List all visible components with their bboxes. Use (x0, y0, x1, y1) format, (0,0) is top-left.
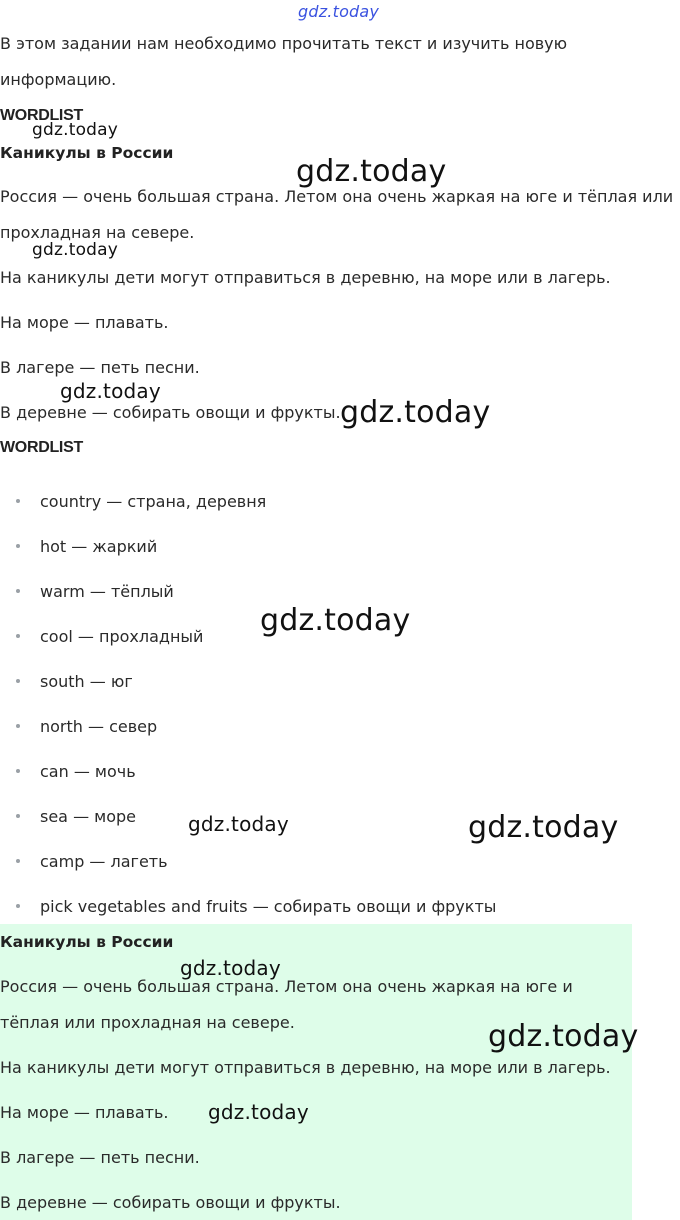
text-paragraph-5: В деревне — собирать овощи и фрукты. (0, 403, 341, 422)
bullet-icon (16, 904, 20, 908)
text-paragraph-1-line-1: Россия — очень большая страна. Летом она очень жаркая на юге и тёплая или (0, 187, 674, 206)
text-paragraph-2: На каникулы дети могут отправиться в деревню, на море или в лагерь. (0, 268, 611, 287)
wordlist-item: south — юг (16, 672, 133, 692)
wordlist-item: country — страна, деревня (16, 492, 266, 512)
bullet-icon (16, 769, 20, 773)
translation-title: Каникулы в России (0, 933, 174, 951)
wordlist-item: north — север (16, 717, 157, 737)
wordlist-item: can — мочь (16, 762, 136, 782)
text-paragraph-3: На море — плавать. (0, 313, 169, 332)
watermark: gdz.today (188, 812, 289, 836)
bullet-icon (16, 859, 20, 863)
watermark: gdz.today (208, 1100, 309, 1124)
bullet-icon (16, 499, 20, 503)
bullet-icon (16, 544, 20, 548)
text-title: Каникулы в России (0, 144, 174, 162)
bullet-icon (16, 724, 20, 728)
watermark: gdz.today (32, 240, 119, 260)
intro-line-1: В этом задании нам необходимо прочитать текст и изучить новую (0, 34, 568, 53)
watermark: gdz.today (60, 379, 161, 403)
intro-line-2: информацию. (0, 70, 117, 89)
translation-paragraph-5: В деревне — собирать овощи и фрукты. (0, 1193, 341, 1212)
watermark: gdz.today (296, 154, 447, 189)
watermark: gdz.today (340, 395, 491, 430)
translation-paragraph-3: На море — плавать. (0, 1103, 169, 1122)
bullet-icon (16, 634, 20, 638)
watermark: gdz.today (468, 810, 619, 845)
wordlist-item: pick vegetables and fruits — собирать овощи и фрукты (16, 897, 496, 917)
watermark: gdz.today (180, 956, 281, 980)
translation-paragraph-1-line-1: Россия — очень большая страна. Летом она очень жаркая на юге и (0, 977, 573, 996)
text-paragraph-4: В лагере — петь песни. (0, 358, 200, 377)
watermark-top: gdz.today (298, 2, 380, 21)
translation-paragraph-1-line-2: тёплая или прохладная на севере. (0, 1013, 295, 1032)
translation-paragraph-2: На каникулы дети могут отправиться в деревню, на море или в лагерь. (0, 1058, 611, 1077)
wordlist-item: sea — море (16, 807, 136, 827)
watermark: gdz.today (488, 1019, 639, 1054)
wordlist-heading-2: WORDLIST (0, 439, 83, 456)
wordlist-item: hot — жаркий (16, 537, 157, 557)
wordlist-item: camp — лагеть (16, 852, 168, 872)
watermark: gdz.today (260, 603, 411, 638)
bullet-icon (16, 679, 20, 683)
translation-paragraph-4: В лагере — петь песни. (0, 1148, 200, 1167)
bullet-icon (16, 814, 20, 818)
watermark: gdz.today (32, 120, 119, 140)
wordlist-item: warm — тёплый (16, 582, 174, 602)
bullet-icon (16, 589, 20, 593)
wordlist-heading-1: WORDLIST (0, 107, 83, 124)
wordlist-item: cool — прохладный (16, 627, 203, 647)
text-paragraph-1-line-2: прохладная на севере. (0, 223, 195, 242)
